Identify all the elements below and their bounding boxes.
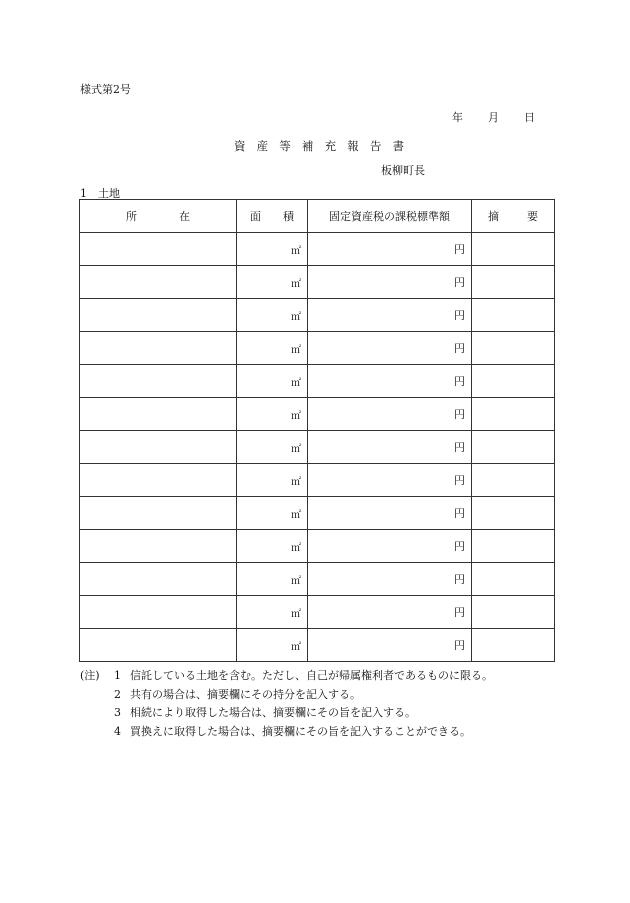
remarks-cell[interactable] [472, 365, 555, 398]
table-row [80, 266, 555, 299]
value-unit: 円 [454, 309, 465, 322]
remarks-cell[interactable] [472, 266, 555, 299]
form-number: 様式第2号 [80, 83, 131, 96]
note-text: 信託している土地を含む。ただし、自己が帰属権利者であるものに限る。 [130, 669, 493, 682]
note-text: 共有の場合は、摘要欄にその持分を記入する。 [130, 687, 361, 701]
remarks-cell[interactable] [472, 530, 555, 563]
area-cell[interactable] [237, 497, 308, 530]
note-number: 1 [114, 669, 121, 682]
table-row [80, 497, 555, 530]
area-unit: ㎡ [291, 245, 301, 257]
remarks-cell[interactable] [472, 332, 555, 365]
table-row [80, 299, 555, 332]
remarks-cell[interactable] [472, 398, 555, 431]
note-number: 2 [114, 687, 121, 701]
remarks-cell[interactable] [472, 431, 555, 464]
value-unit: 円 [454, 540, 465, 553]
table-row [80, 464, 555, 497]
note-text: 相続により取得した場合は、摘要欄にその旨を記入する。 [130, 706, 416, 720]
value-unit: 円 [454, 276, 465, 289]
area-unit: ㎡ [291, 410, 301, 422]
value-cell[interactable] [308, 299, 472, 332]
value-cell[interactable] [308, 596, 472, 629]
area-unit: ㎡ [291, 476, 301, 488]
location-cell[interactable] [80, 299, 237, 332]
addressee: 板柳町長 [381, 164, 425, 177]
value-unit: 円 [454, 375, 465, 388]
value-unit: 円 [454, 243, 465, 256]
note-item [80, 704, 493, 723]
location-cell[interactable] [80, 365, 237, 398]
remarks-cell[interactable] [472, 563, 555, 596]
location-cell[interactable] [80, 464, 237, 497]
area-unit: ㎡ [291, 641, 301, 653]
value-unit: 円 [454, 441, 465, 454]
header-char: 要 [527, 210, 538, 223]
year-label: 年 [452, 111, 463, 124]
title-char: 資 [234, 139, 246, 153]
area-cell[interactable] [237, 299, 308, 332]
location-cell[interactable] [80, 332, 237, 365]
notes-prefix: (注) [80, 669, 100, 682]
header-char: 所 [126, 210, 137, 223]
note-item [80, 723, 493, 742]
table-row [80, 398, 555, 431]
area-unit: ㎡ [291, 278, 301, 290]
title-char: 産 [256, 139, 269, 153]
value-cell[interactable] [308, 332, 472, 365]
area-cell[interactable] [237, 266, 308, 299]
table-row [80, 563, 555, 596]
month-label: 月 [488, 111, 499, 124]
area-unit: ㎡ [291, 575, 301, 587]
note-number: 4 [114, 724, 121, 738]
table-body [80, 233, 555, 662]
section-heading: 1 土地 [80, 187, 120, 200]
location-cell[interactable] [80, 266, 237, 299]
value-cell[interactable] [308, 398, 472, 431]
value-cell[interactable] [308, 464, 472, 497]
value-cell[interactable] [308, 530, 472, 563]
value-unit: 円 [454, 408, 465, 421]
table-row [80, 431, 555, 464]
area-unit: ㎡ [291, 443, 301, 455]
remarks-cell[interactable] [472, 299, 555, 332]
location-cell[interactable] [80, 497, 237, 530]
table-row [80, 530, 555, 563]
remarks-cell[interactable] [472, 233, 555, 266]
note-number: 3 [114, 706, 121, 720]
value-unit: 円 [454, 507, 465, 520]
note-item [80, 686, 493, 705]
location-cell[interactable] [80, 596, 237, 629]
header-location [80, 200, 237, 233]
header-value: 固定資産税の課税標準額 [308, 200, 472, 233]
area-cell[interactable] [237, 596, 308, 629]
value-cell[interactable] [308, 233, 472, 266]
area-cell[interactable] [237, 398, 308, 431]
header-char: 在 [179, 210, 190, 223]
note-item [80, 667, 493, 686]
title-char: 補 [301, 139, 314, 153]
title-char: 等 [279, 139, 291, 153]
area-unit: ㎡ [291, 377, 301, 389]
area-cell[interactable] [237, 629, 308, 662]
header-remarks [472, 200, 555, 233]
location-cell[interactable] [80, 563, 237, 596]
value-cell[interactable] [308, 629, 472, 662]
value-unit: 円 [454, 474, 465, 487]
header-char: 積 [283, 210, 294, 223]
date-line [452, 109, 542, 123]
title-char: 充 [324, 139, 337, 153]
header-char: 面 [250, 210, 261, 223]
document-title [234, 138, 404, 154]
table-row [80, 233, 555, 266]
remarks-cell[interactable] [472, 629, 555, 662]
title-char: 告 [369, 139, 382, 153]
value-unit: 円 [454, 342, 465, 355]
table-row [80, 596, 555, 629]
table-row [80, 629, 555, 662]
value-unit: 円 [454, 606, 465, 619]
day-label: 日 [524, 111, 535, 124]
area-cell[interactable] [237, 530, 308, 563]
table-row [80, 365, 555, 398]
area-unit: ㎡ [291, 311, 301, 323]
area-unit: ㎡ [291, 509, 301, 521]
value-cell[interactable] [308, 365, 472, 398]
area-unit: ㎡ [291, 608, 301, 620]
area-unit: ㎡ [291, 344, 301, 356]
land-table [79, 199, 555, 662]
area-unit: ㎡ [291, 542, 301, 554]
notes [80, 667, 493, 741]
table-header-row [80, 200, 555, 233]
remarks-cell[interactable] [472, 497, 555, 530]
location-cell[interactable] [80, 431, 237, 464]
location-cell[interactable] [80, 398, 237, 431]
note-text: 買換えに取得した場合は、摘要欄にその旨を記入することができる。 [130, 724, 471, 738]
title-char: 書 [392, 139, 404, 153]
area-cell[interactable] [237, 563, 308, 596]
value-cell[interactable] [308, 431, 472, 464]
area-cell[interactable] [237, 332, 308, 365]
header-char: 摘 [488, 210, 499, 223]
remarks-cell[interactable] [472, 464, 555, 497]
location-cell[interactable] [80, 629, 237, 662]
area-cell[interactable] [237, 233, 308, 266]
area-cell[interactable] [237, 431, 308, 464]
header-area [237, 200, 308, 233]
location-cell[interactable] [80, 530, 237, 563]
area-cell[interactable] [237, 365, 308, 398]
value-cell[interactable] [308, 563, 472, 596]
title-char: 報 [347, 139, 359, 153]
table-row [80, 332, 555, 365]
area-cell[interactable] [237, 464, 308, 497]
value-cell[interactable] [308, 497, 472, 530]
value-cell[interactable] [308, 266, 472, 299]
value-unit: 円 [454, 573, 465, 586]
value-unit: 円 [454, 639, 465, 652]
location-cell[interactable] [80, 233, 237, 266]
remarks-cell[interactable] [472, 596, 555, 629]
